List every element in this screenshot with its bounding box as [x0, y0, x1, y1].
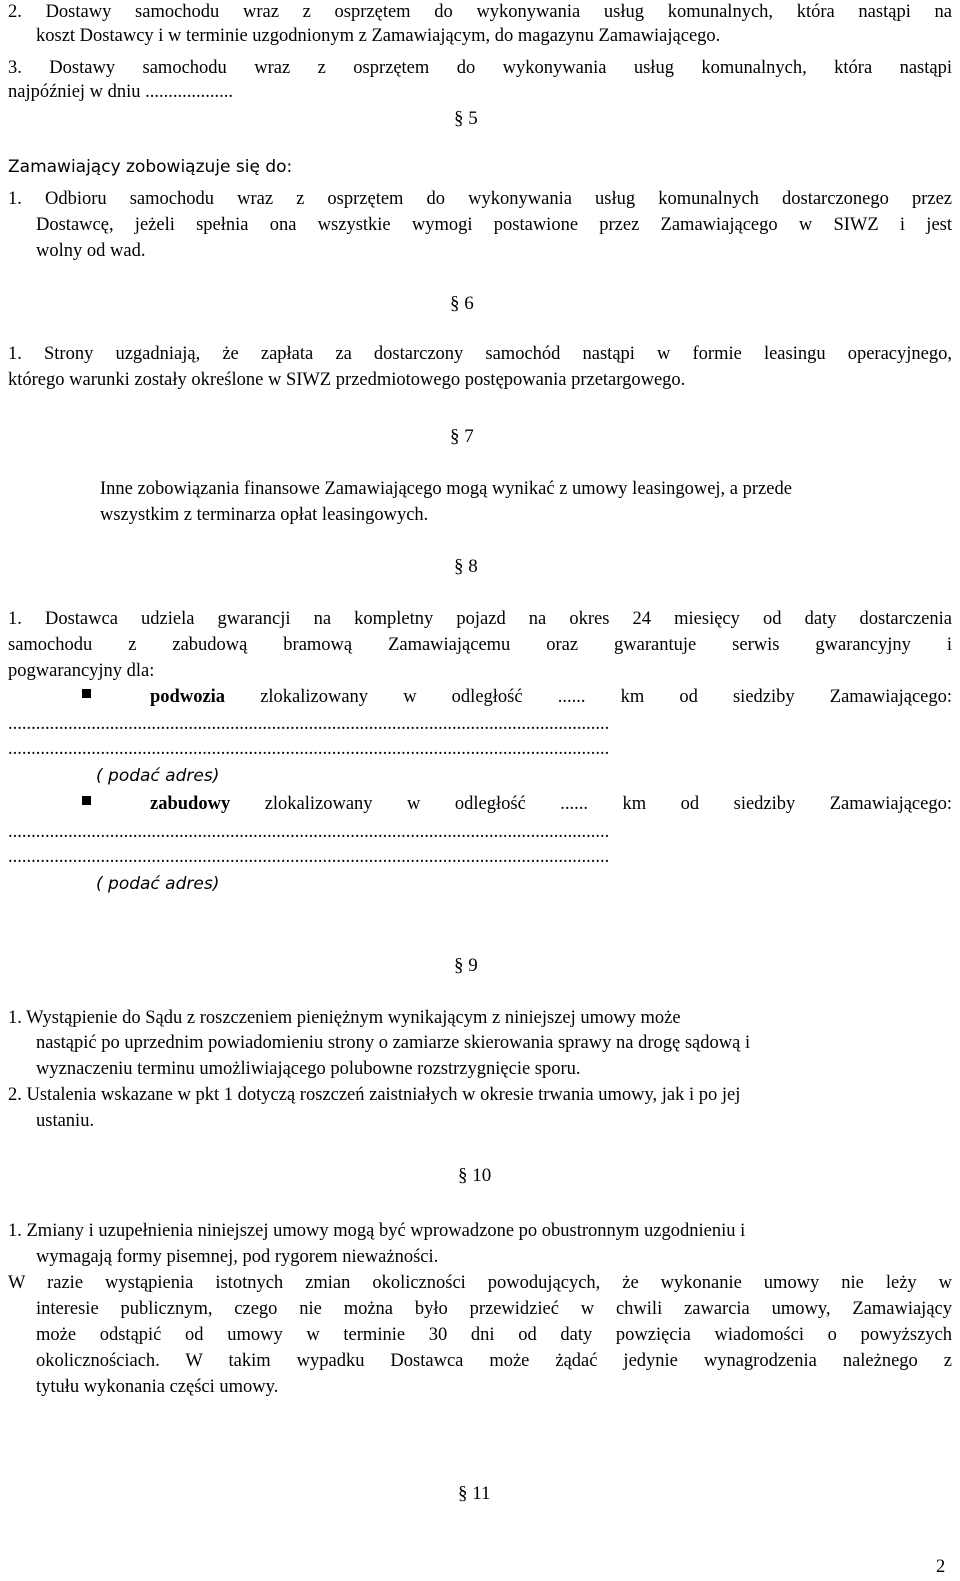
- section-5-line-2: Dostawcę, jeżeli spełnia ona wszystkie wymogi postawione przez Zamawiającego w SIWZ i jest: [36, 215, 952, 235]
- bullet-podwozia-bold: podwozia: [150, 687, 226, 707]
- section-9-heading: § 9: [454, 955, 478, 976]
- intro-line-4: najpóźniej w dniu ...................: [8, 82, 234, 102]
- section-5-line-1: 1. Odbioru samochodu wraz z osprzętem do wykonywania usług komunalnych dostarczonego przez: [8, 189, 952, 209]
- section-9-line-4: 2. Ustalenia wskazane w pkt 1 dotyczą roszczeń zaistniałych w okresie trwania umowy, jak i po jej: [8, 1085, 741, 1105]
- square-bullet-icon: [82, 689, 91, 698]
- section-10-line-1: 1. Zmiany i uzupełnienia niniejszej umowy mogą być wprowadzone po obustronnym uzgodnieniu i: [8, 1221, 746, 1241]
- section-10-heading: § 10: [458, 1165, 492, 1186]
- section-9-line-2: nastąpić po uprzednim powiadomieniu strony o zamiarze skierowania sprawy na drogę sądową i: [36, 1033, 751, 1053]
- bullet-podwozia: [150, 685, 952, 709]
- section-5-lead: Zamawiający zobowiązuje się do:: [8, 157, 293, 177]
- section-10-line-7: tytułu wykonania części umowy.: [36, 1377, 279, 1397]
- section-7-heading: § 7: [450, 426, 474, 447]
- intro-line-2: koszt Dostawcy i w terminie uzgodnionym z Zamawiającym, do magazynu Zamawiającego.: [36, 26, 721, 46]
- bullet-podwozia-text: zlokalizowany w odległość ...... km od siedziby Zamawiającego:: [260, 687, 953, 707]
- address-hint: ( podać adres): [96, 874, 220, 894]
- intro-line-3: 3. Dostawy samochodu wraz z osprzętem do wykonywania usług komunalnych, która nastąpi: [8, 58, 952, 78]
- section-10-line-4: interesie publicznym, czego nie można było przewidzieć w chwili zawarcia umowy, Zamawiający: [36, 1299, 952, 1319]
- section-10-line-6: okolicznościach. W takim wypadku Dostawca może żądać jedynie wynagrodzenia należnego z: [36, 1351, 952, 1371]
- bullet-zabudowy: [150, 792, 952, 816]
- section-10-line-5: może odstąpić od umowy w terminie 30 dni od daty powzięcia wiadomości o powyższych: [36, 1325, 952, 1345]
- section-8-line-1: 1. Dostawca udziela gwarancji na kompletny pojazd na okres 24 miesięcy od daty dostarczenia: [8, 609, 952, 629]
- section-9-line-5: ustaniu.: [36, 1111, 95, 1131]
- section-8-line-3: pogwarancyjny dla:: [8, 661, 155, 681]
- section-5-heading: § 5: [454, 108, 478, 129]
- section-10-line-3: W razie wystąpienia istotnych zmian okoliczności powodujących, że wykonanie umowy nie leży w: [8, 1273, 952, 1293]
- section-9-line-3: wyznaczeniu terminu umożliwiającego polubowne rozstrzygnięcie sporu.: [36, 1059, 581, 1079]
- address-hint: ( podać adres): [96, 766, 220, 786]
- address-dots-line: ..................................................................................................................................: [8, 739, 610, 759]
- section-6-line-2: którego warunki zostały określone w SIWZ przedmiotowego postępowania przetargowego.: [8, 370, 686, 390]
- page-number: 2: [936, 1557, 946, 1577]
- address-dots-line: ..................................................................................................................................: [8, 822, 610, 842]
- bullet-zabudowy-text: zlokalizowany w odległość ...... km od siedziby Zamawiającego:: [264, 794, 952, 814]
- section-9-line-1: 1. Wystąpienie do Sądu z roszczeniem pieniężnym wynikającym z niniejszej umowy może: [8, 1008, 681, 1028]
- section-8-line-2: samochodu z zabudową bramową Zamawiającemu oraz gwarantuje serwis gwarancyjny i: [8, 635, 952, 655]
- section-10-line-2: wymagają formy pisemnej, pod rygorem nieważności.: [36, 1247, 439, 1267]
- intro-line-1: 2. Dostawy samochodu wraz z osprzętem do wykonywania usług komunalnych, która nastąpi na: [8, 2, 952, 22]
- address-dots-line: ..................................................................................................................................: [8, 847, 610, 867]
- section-7-line-1: Inne zobowiązania finansowe Zamawiającego mogą wynikać z umowy leasingowej, a przede: [100, 479, 792, 499]
- section-11-heading: § 11: [458, 1483, 491, 1504]
- address-dots-line: ..................................................................................................................................: [8, 714, 610, 734]
- section-5-line-3: wolny od wad.: [36, 241, 146, 261]
- section-8-heading: § 8: [454, 556, 478, 577]
- bullet-zabudowy-bold: zabudowy: [150, 794, 231, 814]
- section-6-heading: § 6: [450, 293, 474, 314]
- square-bullet-icon: [82, 796, 91, 805]
- section-6-line-1: 1. Strony uzgadniają, że zapłata za dostarczony samochód nastąpi w formie leasingu operacyjnego,: [8, 344, 952, 364]
- section-7-line-2: wszystkim z terminarza opłat leasingowych.: [100, 505, 429, 525]
